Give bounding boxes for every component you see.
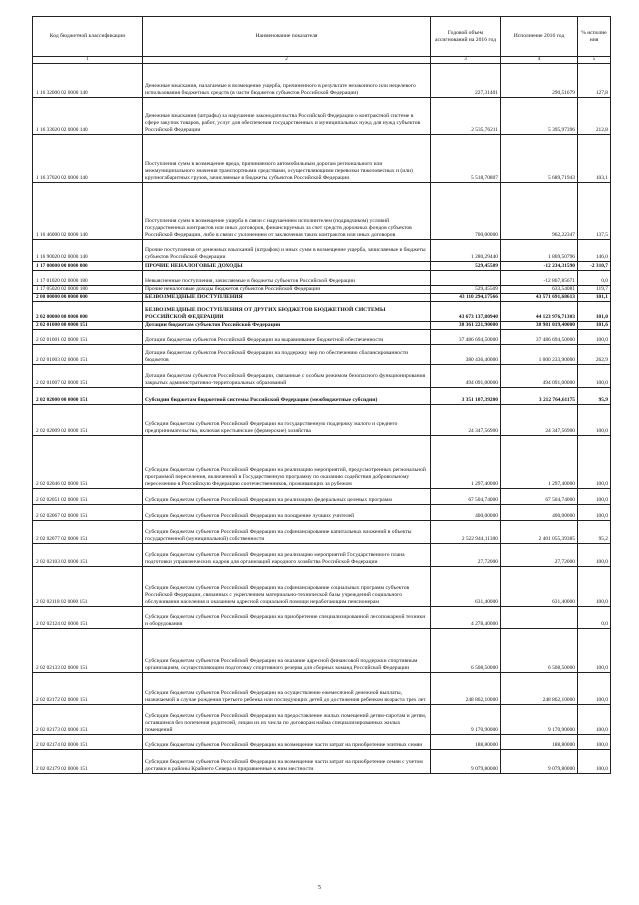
table-row	[33, 544, 611, 567]
code-cell: 1 16 46000 02 0000 140	[33, 183, 143, 240]
page-number: 5	[318, 885, 321, 891]
plan-cell: 43 673 137,80940	[431, 302, 501, 322]
code-cell: 2 02 02133 02 0000 151	[33, 629, 143, 673]
column-number: 5	[578, 57, 611, 64]
code-cell: 1 16 33020 02 0000 140	[33, 98, 143, 135]
code-cell: 2 02 01003 02 0000 151	[33, 345, 143, 365]
table-body	[33, 64, 611, 774]
percent-cell: 100,0	[578, 436, 611, 489]
name-cell: Прочие поступления от денежных взысканий (штрафов) и иных сумм в возмещение ущерба, зачисляемые в бюджеты субъектов Российской Федерации	[143, 240, 431, 262]
table-row	[33, 673, 611, 705]
table-row	[33, 302, 611, 322]
name-cell: Дотации бюджетам субъектов Российской Федерации на выравнивание бюджетной обеспеченности	[143, 330, 431, 345]
table-row	[33, 388, 611, 405]
table-row	[33, 294, 611, 302]
percent-cell: -2 310,7	[578, 262, 611, 271]
plan-cell: 67 504,74000	[431, 489, 501, 505]
exec-cell: 494 091,00000	[501, 365, 578, 388]
code-cell: 2 02 01007 02 0000 151	[33, 365, 143, 388]
plan-cell: 6 508,50000	[431, 629, 501, 673]
code-cell: 1 17 00000 00 0000 000	[33, 262, 143, 271]
plan-cell: 380 436,40000	[431, 345, 501, 365]
name-cell: Субсидии бюджетам субъектов Российской Федерации на реализацию федеральных целевых программ	[143, 489, 431, 505]
name-cell: Субсидии бюджетам субъектов Российской Федерации на осуществление ежемесячной денежной выплаты, назначаемой в случае рождения третьего ребенка или последующих детей до достижения ребенком возраста трех лет	[143, 673, 431, 705]
column-number-row	[33, 57, 611, 64]
name-cell: Субсидии бюджетам субъектов Российской Федерации на предоставление жилых помещений детям-сиротам и детям, оставшимся без попечения родителей, лицам из их числа по договорам найма специализированных жилых помещений	[143, 705, 431, 735]
name-cell: Субсидии бюджетам субъектов Российской Федерации на государственную поддержку малого и среднего предпринимательства, включая крестьянские (фермерские) хозяйства	[143, 405, 431, 436]
table-header-row	[33, 17, 611, 57]
code-cell: 1 17 05020 02 0000 180	[33, 286, 143, 294]
table-row	[33, 567, 611, 607]
exec-cell: 400,00000	[501, 505, 578, 521]
code-cell: 1 17 01020 02 0000 180	[33, 271, 143, 286]
header-name: Наименование показателя	[143, 17, 431, 57]
table-row	[33, 436, 611, 489]
code-cell: 2 02 00000 00 0000 000	[33, 302, 143, 322]
name-cell: Субсидии бюджетам субъектов Российской Федерации на софинансирование капитальных вложений в объекты государственной (муниципальной) собственности	[143, 521, 431, 544]
table-row	[33, 345, 611, 365]
table-row	[33, 489, 611, 505]
percent-cell: 100,0	[578, 544, 611, 567]
exec-cell: 962,22347	[501, 183, 578, 240]
table-row	[33, 750, 611, 774]
name-cell: Субсидии бюджетам субъектов Российской Федерации на поощрение лучших учителей	[143, 505, 431, 521]
exec-cell: 27,72000	[501, 544, 578, 567]
percent-cell: 0,0	[578, 271, 611, 286]
code-cell: 2 02 02077 02 0000 151	[33, 521, 143, 544]
code-cell: 2 02 02173 02 0000 151	[33, 705, 143, 735]
name-cell: Поступления сумм в возмещение ущерба в связи с нарушением исполнителем (подрядчиком) условий государственных контрактов или иных договоров, финансируемых за счет средств дорожных фондов субъектов Российской Федерации, либо в связи с уклонением от заключения таких контрактов или иных договоров	[143, 183, 431, 240]
plan-cell: 494 091,00000	[431, 365, 501, 388]
name-cell: Субсидии бюджетам бюджетной системы Российской Федерации (межбюджетные субсидии)	[143, 388, 431, 405]
percent-cell: 100,0	[578, 489, 611, 505]
code-cell: 2 02 02118 02 0000 151	[33, 567, 143, 607]
percent-cell: 262,9	[578, 345, 611, 365]
table-row	[33, 64, 611, 98]
percent-cell: 127,8	[578, 64, 611, 98]
exec-cell: 1 869,50796	[501, 240, 578, 262]
header-plan: Годовой объем ассигнований на 2016 год	[431, 17, 501, 57]
table-row	[33, 607, 611, 629]
name-cell: Денежные взыскания, налагаемые в возмещение ущерба, причиненного в результате незаконного или нецелевого использования бюджетных средств (в части бюджетов субъектов Российской Федерации)	[143, 64, 431, 98]
name-cell: Субсидии бюджетам субъектов Российской Федерации на возмещение части затрат на приобретение семян с учетом доставки в районы Крайнего Севера и приравненные к ним местности	[143, 750, 431, 774]
percent-cell: 100,0	[578, 365, 611, 388]
code-cell: 2 02 02046 02 0000 151	[33, 436, 143, 489]
name-cell: Субсидии бюджетам субъектов Российской Федерации на оказание адресной финансовой поддержки спортивным организациям, осуществляющим подготовку спортивного резерва для сборных команд Российской Федерации	[143, 629, 431, 673]
exec-cell: 188,80000	[501, 735, 578, 750]
table-row	[33, 505, 611, 521]
plan-cell: 529,45509	[431, 286, 501, 294]
table-row	[33, 271, 611, 286]
name-cell: Субсидии бюджетам субъектов Российской Федерации на реализацию мероприятий Государственного плана подготовки управленческих кадров для организаций народного хозяйства Российской Федерации	[143, 544, 431, 567]
name-cell: Субсидии бюджетам субъектов Российской Федерации на реализацию мероприятий, предусмотренных региональной программой переселения, включенной в Государственную программу по оказанию содействия добровольному переселению в Российскую Федерацию соотечественников, проживающих за рубежом	[143, 436, 431, 489]
plan-cell: 27,72000	[431, 544, 501, 567]
exec-cell: 44 123 976,71303	[501, 302, 578, 322]
exec-cell: 38 981 019,40000	[501, 322, 578, 330]
header-code: Код бюджетной классификации	[33, 17, 143, 57]
exec-cell: 43 571 691,68613	[501, 294, 578, 302]
percent-cell: 146,0	[578, 240, 611, 262]
percent-cell: 95,9	[578, 388, 611, 405]
plan-cell: 248 862,10000	[431, 673, 501, 705]
percent-cell: 100,0	[578, 505, 611, 521]
code-cell: 2 02 02124 02 0000 151	[33, 607, 143, 629]
percent-cell: 103,1	[578, 135, 611, 183]
exec-cell: 1 297,40000	[501, 436, 578, 489]
exec-cell: 290,51679	[501, 64, 578, 98]
name-cell: Субсидии бюджетам субъектов Российской Федерации на приобретение специализированной лесопожарной техники и оборудования	[143, 607, 431, 629]
percent-cell: 100,0	[578, 705, 611, 735]
plan-cell: 24 347,56900	[431, 405, 501, 436]
percent-cell: 212,8	[578, 98, 611, 135]
table-row	[33, 405, 611, 436]
plan-cell	[431, 271, 501, 286]
plan-cell: 9 079,80000	[431, 750, 501, 774]
column-number: 4	[501, 57, 578, 64]
table-row	[33, 629, 611, 673]
name-cell: Дотации бюджетам субъектов Российской Федерации на поддержку мер по обеспечению сбалансированности бюджетов	[143, 345, 431, 365]
name-cell: Субсидии бюджетам субъектов Российской Федерации на софинансирование социальных программ субъектов Российской Федерации, связанных с укреплением материально-технической базы учреждений социального обслуживания населения и оказанием адресной социальной помощи неработающим пенсионерам	[143, 567, 431, 607]
plan-cell: 2 522 944,11300	[431, 521, 501, 544]
percent-cell: 101,1	[578, 294, 611, 302]
code-cell: 2 02 02172 02 0000 151	[33, 673, 143, 705]
percent-cell: 95,2	[578, 521, 611, 544]
code-cell: 2 02 02009 02 0000 151	[33, 405, 143, 436]
code-cell: 2 02 02179 02 0000 151	[33, 750, 143, 774]
exec-cell: -12 867,85671	[501, 271, 578, 286]
plan-cell: 38 361 221,90000	[431, 322, 501, 330]
plan-cell: 1 297,40000	[431, 436, 501, 489]
column-number: 2	[143, 57, 431, 64]
percent-cell: 101,6	[578, 322, 611, 330]
percent-cell: 101,0	[578, 302, 611, 322]
plan-cell: 3 351 107,39200	[431, 388, 501, 405]
code-cell: 2 02 02103 02 0000 151	[33, 544, 143, 567]
code-cell: 2 02 02174 02 0000 151	[33, 735, 143, 750]
plan-cell: 227,31401	[431, 64, 501, 98]
code-cell: 1 16 37020 02 0000 140	[33, 135, 143, 183]
plan-cell: 188,80000	[431, 735, 501, 750]
exec-cell: -12 234,31590	[501, 262, 578, 271]
percent-cell: 137,5	[578, 183, 611, 240]
table-row	[33, 330, 611, 345]
percent-cell: 100,0	[578, 735, 611, 750]
exec-cell: 2 401 055,39385	[501, 521, 578, 544]
plan-cell: 9 170,90000	[431, 705, 501, 735]
exec-cell: 6 508,50000	[501, 629, 578, 673]
name-cell: Дотации бюджетам субъектов Российской Федерации	[143, 322, 431, 330]
table-row	[33, 135, 611, 183]
code-cell: 2 02 01001 02 0000 151	[33, 330, 143, 345]
percent-cell: 100,0	[578, 567, 611, 607]
percent-cell: 100,0	[578, 673, 611, 705]
table-row	[33, 521, 611, 544]
exec-cell: 9 170,90000	[501, 705, 578, 735]
plan-cell: 529,45509	[431, 262, 501, 271]
table-row	[33, 183, 611, 240]
plan-cell: 700,00000	[431, 183, 501, 240]
table-row	[33, 98, 611, 135]
table-row	[33, 322, 611, 330]
code-cell: 2 02 01000 00 0000 151	[33, 322, 143, 330]
plan-cell: 1 280,29440	[431, 240, 501, 262]
table-row	[33, 365, 611, 388]
name-cell: ПРОЧИЕ НЕНАЛОГОВЫЕ ДОХОДЫ	[143, 262, 431, 271]
table-row	[33, 735, 611, 750]
plan-cell: 43 110 294,17566	[431, 294, 501, 302]
code-cell: 2 02 02067 02 0000 151	[33, 505, 143, 521]
table-row	[33, 262, 611, 271]
code-cell: 2 02 02051 02 0000 151	[33, 489, 143, 505]
percent-cell: 100,0	[578, 330, 611, 345]
name-cell: БЕЗВОЗМЕЗДНЫЕ ПОСТУПЛЕНИЯ ОТ ДРУГИХ БЮДЖЕТОВ БЮДЖЕТНОЙ СИСТЕМЫ РОССИЙСКОЙ ФЕДЕРАЦИИ	[143, 302, 431, 322]
code-cell: 1 16 32000 02 0000 140	[33, 64, 143, 98]
exec-cell: 67 504,74000	[501, 489, 578, 505]
exec-cell: 9 079,80000	[501, 750, 578, 774]
name-cell: Поступления сумм в возмещение вреда, причиняемого автомобильным дорогам регионального или межмуниципального значения транспортными средствами, осуществляющими перевозки тяжеловесных и (или) крупногабаритных грузов, зачисляемые в бюджеты субъектов Российской Федерации	[143, 135, 431, 183]
exec-cell: 633,54081	[501, 286, 578, 294]
percent-cell: 119,7	[578, 286, 611, 294]
table-row	[33, 286, 611, 294]
plan-cell: 631,40000	[431, 567, 501, 607]
name-cell: Дотации бюджетам субъектов Российской Федерации, связанные с особым режимом безопасного функционирования закрытых административно-территориальных образований	[143, 365, 431, 388]
exec-cell: 1 000 233,90000	[501, 345, 578, 365]
header-pct: % исполне ния	[578, 17, 611, 57]
exec-cell: 37 486 694,50000	[501, 330, 578, 345]
percent-cell: 100,0	[578, 405, 611, 436]
code-cell: 1 16 90020 02 0000 140	[33, 240, 143, 262]
header-exec: Исполнение 2016 год	[501, 17, 578, 57]
exec-cell: 5 689,71943	[501, 135, 578, 183]
plan-cell: 4 278,40000	[431, 607, 501, 629]
column-number: 3	[431, 57, 501, 64]
percent-cell: 100,0	[578, 629, 611, 673]
exec-cell: 3 212 764,61175	[501, 388, 578, 405]
table-row	[33, 705, 611, 735]
code-cell: 2 00 00000 00 0000 000	[33, 294, 143, 302]
code-cell: 2 02 02000 00 0000 151	[33, 388, 143, 405]
plan-cell: 37 486 694,50000	[431, 330, 501, 345]
exec-cell	[501, 607, 578, 629]
exec-cell: 24 347,56900	[501, 405, 578, 436]
budget-table	[32, 16, 611, 774]
name-cell: Невыясненные поступления, зачисляемые в бюджеты субъектов Российской Федерации	[143, 271, 431, 286]
name-cell: Субсидии бюджетам субъектов Российской Федерации на возмещение части затрат на приобретение элитных семян	[143, 735, 431, 750]
plan-cell: 5 518,70807	[431, 135, 501, 183]
percent-cell: 0,0	[578, 607, 611, 629]
exec-cell: 631,40000	[501, 567, 578, 607]
table-row	[33, 240, 611, 262]
plan-cell: 2 535,76211	[431, 98, 501, 135]
plan-cell: 400,00000	[431, 505, 501, 521]
exec-cell: 248 862,10000	[501, 673, 578, 705]
exec-cell: 5 395,97396	[501, 98, 578, 135]
name-cell: Прочие неналоговые доходы бюджетов субъектов Российской Федерации	[143, 286, 431, 294]
name-cell: Денежные взыскания (штрафы) за нарушение законодательства Российской Федерации о контрактной системе в сфере закупок товаров, работ, услуг для обеспечения государственных и муниципальных нужд для нужд субъектов Российской Федерации	[143, 98, 431, 135]
column-number: 1	[33, 57, 143, 64]
name-cell: БЕЗВОЗМЕЗДНЫЕ ПОСТУПЛЕНИЯ	[143, 294, 431, 302]
percent-cell: 100,0	[578, 750, 611, 774]
